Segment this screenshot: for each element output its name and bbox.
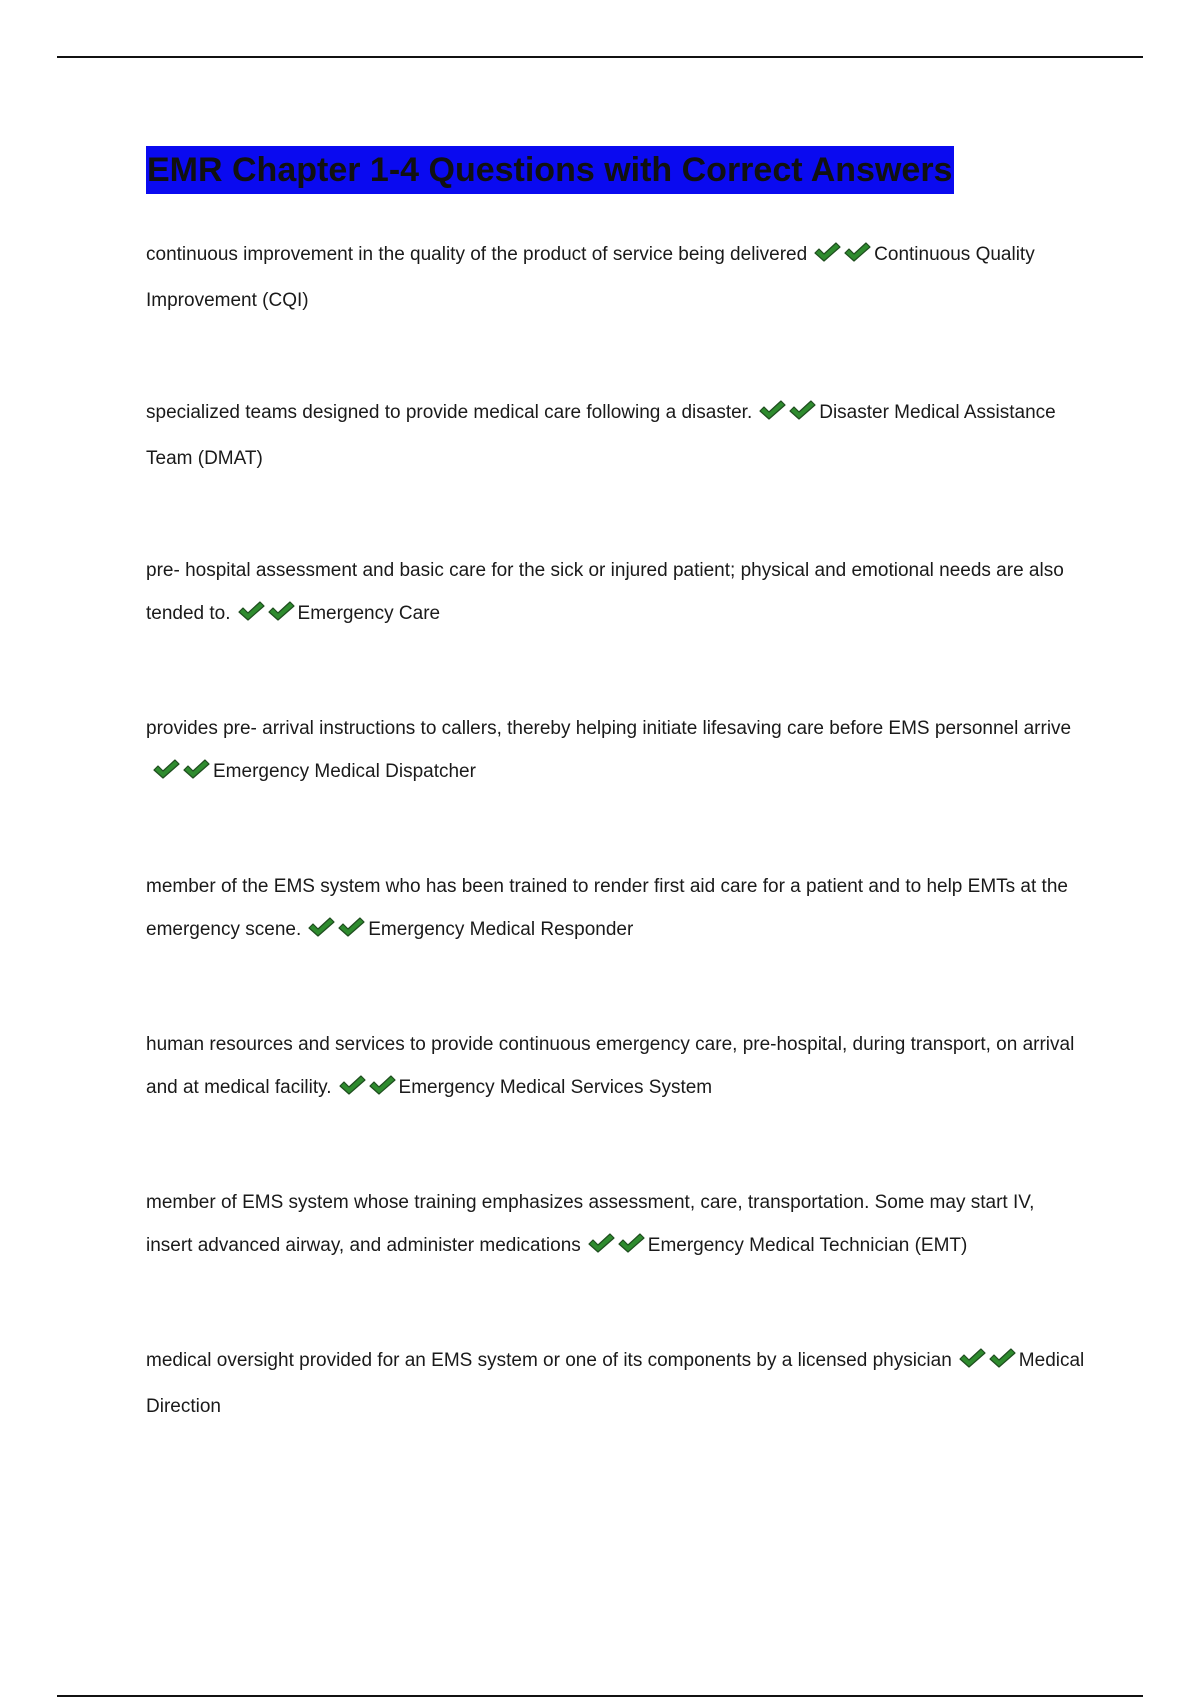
answer-text: Medical Direction [146, 1350, 1085, 1417]
check-icon [307, 916, 335, 938]
check-icon [843, 241, 871, 263]
answer-marker [758, 394, 818, 437]
check-icon [182, 758, 210, 780]
check-icon [988, 1347, 1016, 1369]
answer-marker [338, 1069, 398, 1112]
question-text: member of EMS system whose training emphasizes assessment, care, transportation. Some may start IV, insert advanced airway, and administer medications [146, 1192, 1035, 1256]
answer-marker [587, 1227, 647, 1270]
bottom-rule [57, 1695, 1143, 1697]
check-icon [237, 600, 265, 622]
top-rule [57, 56, 1143, 58]
answer-marker [307, 911, 367, 954]
qa-item [146, 1181, 1086, 1267]
answer-text: Emergency Medical Dispatcher [213, 761, 476, 782]
question-text: human resources and services to provide continuous emergency care, pre-hospital, during transport, on arrival and at medical facility. [146, 1034, 1075, 1098]
question-text: pre- hospital assessment and basic care for the sick or injured patient; physical and emotional needs are also tended to. [146, 560, 1064, 624]
check-icon [338, 1074, 366, 1096]
qa-item [146, 1339, 1086, 1425]
answer-marker [958, 1342, 1018, 1385]
check-icon [152, 758, 180, 780]
check-icon [788, 399, 816, 421]
qa-item [146, 1023, 1086, 1109]
answer-marker [813, 236, 873, 279]
answer-text: Disaster Medical Assistance Team (DMAT) [146, 402, 1056, 469]
question-text: specialized teams designed to provide medical care following a disaster. [146, 402, 753, 423]
document-title: EMR Chapter 1-4 Questions with Correct Answers [146, 146, 954, 194]
answer-text: Emergency Medical Services System [398, 1077, 713, 1098]
check-icon [813, 241, 841, 263]
question-text: member of the EMS system who has been trained to render first aid care for a patient and to help EMTs at the emergency scene. [146, 876, 1068, 940]
qa-item [146, 391, 1086, 477]
answer-text: Emergency Medical Responder [368, 919, 634, 940]
qa-item [146, 865, 1086, 951]
qa-item [146, 549, 1086, 635]
question-text: provides pre- arrival instructions to callers, thereby helping initiate lifesaving care before EMS personnel arrive [146, 718, 1072, 739]
title-block [146, 146, 954, 194]
check-icon [368, 1074, 396, 1096]
answer-marker [152, 753, 212, 796]
answer-text: Continuous Quality Improvement (CQI) [146, 244, 1035, 311]
question-text: medical oversight provided for an EMS system or one of its components by a licensed physician [146, 1350, 952, 1371]
check-icon [337, 916, 365, 938]
check-icon [617, 1232, 645, 1254]
check-icon [587, 1232, 615, 1254]
answer-text: Emergency Medical Technician (EMT) [647, 1235, 968, 1256]
check-icon [958, 1347, 986, 1369]
qa-list [146, 233, 1086, 1497]
check-icon [267, 600, 295, 622]
question-text: continuous improvement in the quality of the product of service being delivered [146, 244, 808, 265]
qa-item [146, 707, 1086, 793]
answer-marker [237, 595, 297, 638]
qa-item [146, 233, 1086, 319]
answer-text: Emergency Care [297, 603, 441, 624]
check-icon [758, 399, 786, 421]
